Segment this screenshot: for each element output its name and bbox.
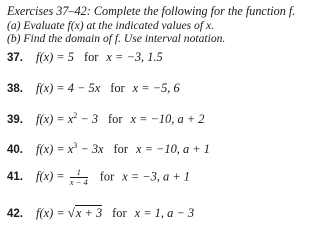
function-definition: $f(x) = x^3 - 3x$ [36,140,104,156]
function-definition: f(x) = $\frac{1}{x - 4}$ [36,167,88,187]
for-label: for [110,81,125,95]
input-values: x = −3, a + 1 [122,169,190,184]
input-values: x = −5, 6 [132,81,180,95]
function-definition: f(x) = √x + 3 [36,205,103,220]
function-definition: f(x) = 4 − 5x [36,81,101,95]
exercise-number: 41. [7,171,23,184]
exercise-40 [7,142,210,157]
exercise-number: 42. [7,208,23,220]
for-label: for [99,169,115,184]
square-root [68,205,102,221]
for-label: for [113,142,128,156]
exercise-number: 37. [7,52,23,64]
exercise-header [7,4,327,45]
input-values: x = −3, 1.5 [106,50,163,64]
instruction-b: (b) Find the domain of f. Use interval notation. [7,32,226,45]
for-label: for [83,50,99,64]
exercise-42 [7,205,194,221]
function-definition: $f(x) = x^2 - 3$ [36,110,99,126]
exercise-title: Exercises 37–42: Complete the following for the function f. [7,4,296,18]
instruction-a: (a) Evaluate f(x) at the indicated values of x. [7,19,215,32]
input-values: x = −10, a + 1 [135,142,210,156]
radicand: x + 3 [75,206,103,220]
fraction-denominator: x − 4 [69,177,88,187]
exercise-37 [7,50,163,65]
exercise-41 [7,168,190,187]
radical-sign-icon: √ [67,205,75,220]
exercise-number: 38. [7,83,23,95]
for-label: for [108,112,123,126]
input-values: x = −10, a + 2 [130,112,205,126]
function-definition: f(x) = 5 [36,50,74,64]
exercise-number: 39. [7,114,23,126]
fraction-numerator: 1 [70,168,88,178]
exponent: 3 [73,140,78,150]
for-label: for [112,206,127,220]
fraction [70,168,88,187]
exercise-38 [7,81,180,96]
exercise-39 [7,112,204,127]
exponent: 2 [73,110,78,120]
input-values: x = 1, a − 3 [134,206,195,220]
exercise-number: 40. [7,144,23,156]
